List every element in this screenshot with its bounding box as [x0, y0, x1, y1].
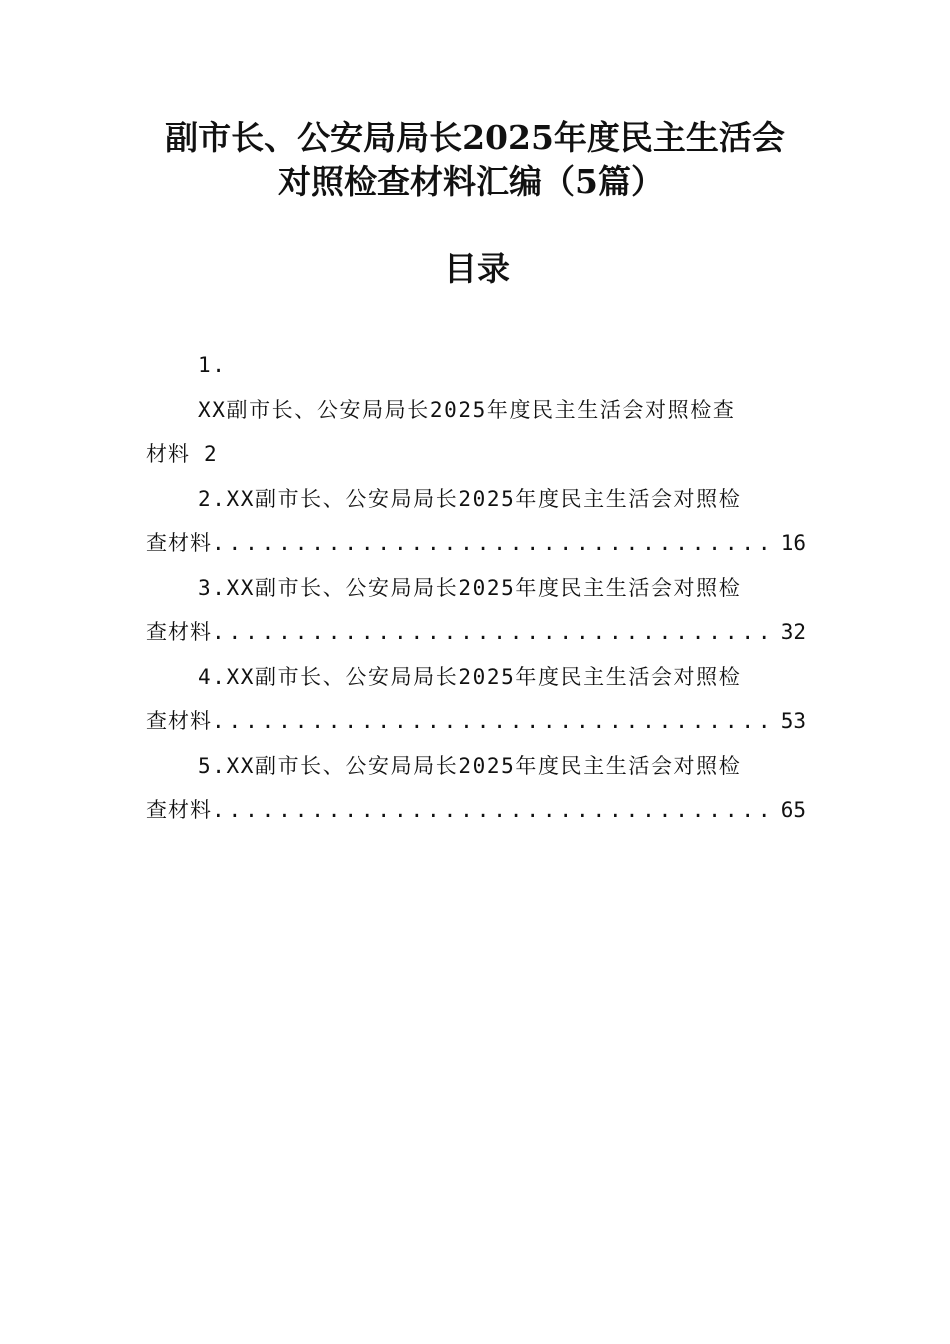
toc-entry-1-title-end: 材料 — [146, 442, 190, 466]
toc-entry-2-continuation[interactable] — [146, 521, 806, 566]
toc-entry-5-page: 65 — [780, 798, 806, 822]
toc-entry-4-continuation[interactable] — [146, 699, 806, 744]
table-of-contents — [146, 343, 806, 833]
toc-entry-2-page: 16 — [780, 531, 806, 555]
toc-entry-4-title-end: 查材料 — [146, 709, 212, 733]
toc-entry-3-continuation[interactable] — [146, 610, 806, 655]
toc-entry-5-continuation[interactable] — [146, 788, 806, 833]
toc-entry-1-continuation[interactable] — [146, 432, 806, 477]
toc-entry-5-leader-dots — [212, 788, 779, 833]
toc-entry-3-leader-dots — [212, 610, 779, 655]
toc-entry-3-page: 32 — [780, 620, 806, 644]
toc-entry-1-page: 2 — [204, 442, 217, 466]
toc-entry-5-title-end: 查材料 — [146, 798, 212, 822]
toc-entry-3-title-end: 查材料 — [146, 620, 212, 644]
toc-heading: 目录 — [444, 249, 510, 288]
toc-entry-2-title[interactable]: 2.XX副市长、公安局局长2025年度民主生活会对照检 — [198, 486, 742, 511]
toc-entry-5-title[interactable]: 5.XX副市长、公安局局长2025年度民主生活会对照检 — [198, 753, 742, 778]
document-title-line-2: 对照检查材料汇编（5篇） — [278, 162, 664, 201]
toc-entry-3-title[interactable]: 3.XX副市长、公安局局长2025年度民主生活会对照检 — [198, 575, 742, 600]
document-title-line-1: 副市长、公安局局长2025年度民主生活会 — [165, 118, 785, 157]
toc-entry-1-number: 1. — [198, 353, 227, 377]
toc-entry-2-title-end: 查材料 — [146, 531, 212, 555]
toc-entry-2-leader-dots — [212, 521, 779, 566]
toc-entry-4-page: 53 — [780, 709, 806, 733]
toc-entry-1-title[interactable]: XX副市长、公安局局长2025年度民主生活会对照检查 — [198, 397, 736, 422]
toc-entry-4-leader-dots — [212, 699, 779, 744]
toc-entry-4-title[interactable]: 4.XX副市长、公安局局长2025年度民主生活会对照检 — [198, 664, 742, 689]
